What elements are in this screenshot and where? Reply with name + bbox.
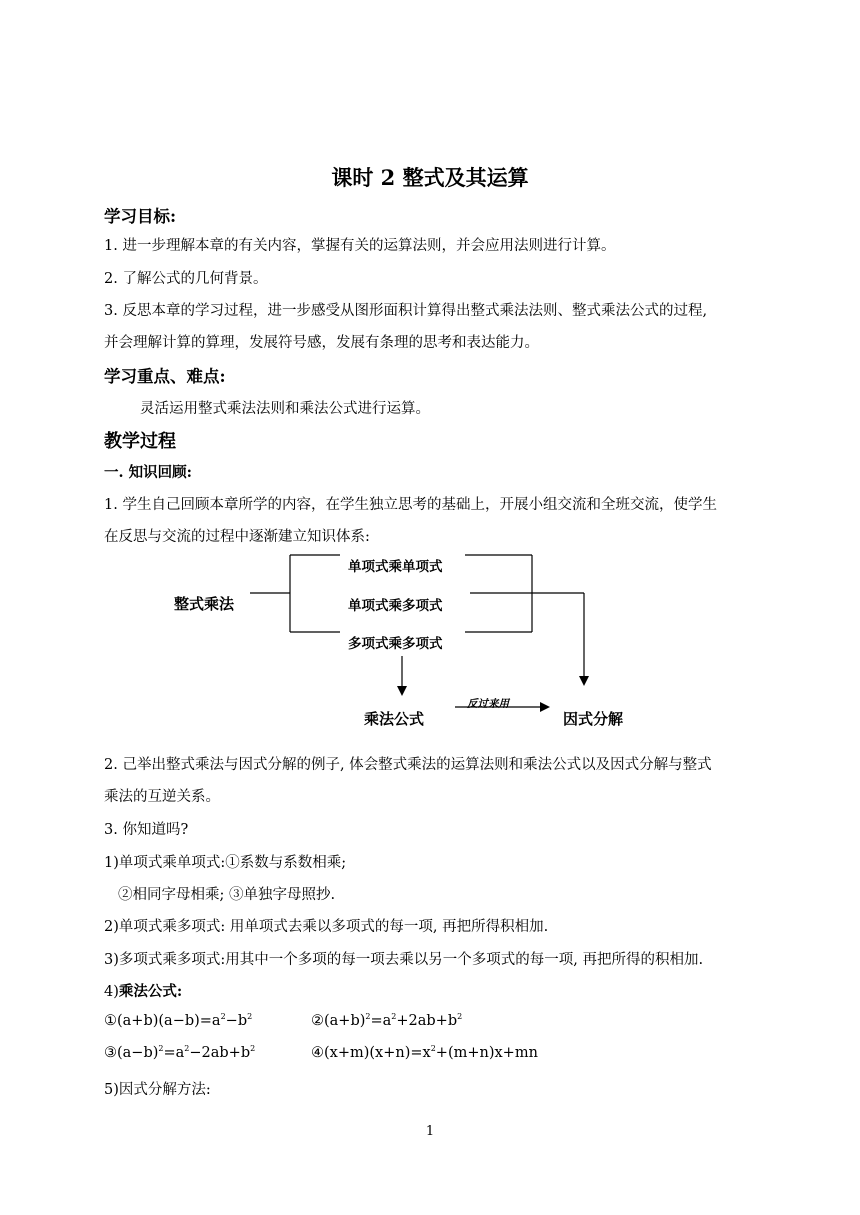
diagram-branch-mono-mono: 单项式乘单项式 (348, 559, 443, 575)
goal-item-3: 3. 反思本章的学习过程，进一步感受从图形面积计算得出整式乘法法则、整式乘法公式的过程, (104, 303, 708, 319)
diagram-branch-poly-poly: 多项式乘多项式 (348, 636, 443, 652)
process-heading: 教学过程 (104, 431, 176, 452)
key-points-heading: 学习重点、难点: (104, 367, 226, 386)
diagram-branch-mono-poly: 单项式乘多项式 (348, 598, 443, 614)
formula-4: $④(x+m)(x+n)=x^2+(m+n)x+mn$ (311, 1044, 538, 1061)
key-points-text: 灵活运用整式乘法法则和乘法公式进行运算。 (140, 401, 430, 417)
formula-heading: 4)乘法公式: (104, 983, 183, 1000)
rule-1-cont: ②相同字母相乘; ③单独字母照抄. (118, 887, 336, 903)
goals-heading: 学习目标: (104, 207, 177, 226)
item-2: 2. 己举出整式乘法与因式分解的例子, 体会整式乘法的运算法则和乘法公式以及因式分解与整式 (104, 757, 712, 773)
goal-item-3-cont: 并会理解计算的算理，发展符号感，发展有条理的思考和表达能力。 (104, 335, 539, 351)
diagram-formula: 乘法公式 (364, 710, 425, 728)
diagram-factor: 因式分解 (563, 710, 624, 728)
goal-item-2: 2. 了解公式的几何背景。 (104, 271, 268, 287)
item-2-cont: 乘法的互逆关系。 (104, 789, 220, 805)
page-number: 1 (425, 1124, 435, 1139)
section-review-heading: 一. 知识回顾: (104, 464, 192, 481)
page-title: 课时 2 整式及其运算 (331, 165, 529, 190)
diagram-reverse-label: 反过来用 (467, 698, 509, 710)
rule-1: 1)单项式乘单项式:①系数与系数相乘; (104, 855, 347, 871)
review-item-1: 1. 学生自己回顾本章所学的内容，在学生独立思考的基础上，开展小组交流和全班交流，使学生 (104, 497, 717, 513)
item-3: 3. 你知道吗? (104, 822, 189, 838)
rule-2: 2)单项式乘多项式: 用单项式去乘以多项式的每一项, 再把所得积相加. (104, 919, 549, 935)
review-item-1-cont: 在反思与交流的过程中逐渐建立知识体系: (104, 529, 370, 545)
formula-3: $③(a-b)^2=a^2-2ab+b^2$ (104, 1044, 256, 1061)
item-5: 5)因式分解方法: (104, 1082, 211, 1098)
formula-1: $①(a+b)(a-b)=a^2-b^2$ (104, 1012, 253, 1029)
rule-3: 3)多项式乘多项式:用其中一个多项的每一项去乘以另一个多项式的每一项, 再把所得的积相加. (104, 952, 704, 968)
diagram-root: 整式乘法 (174, 595, 235, 613)
goal-item-1: 1. 进一步理解本章的有关内容，掌握有关的运算法则，并会应用法则进行计算。 (104, 238, 616, 254)
formula-2: $②(a+b)^2=a^2+2ab+b^2$ (311, 1012, 463, 1029)
